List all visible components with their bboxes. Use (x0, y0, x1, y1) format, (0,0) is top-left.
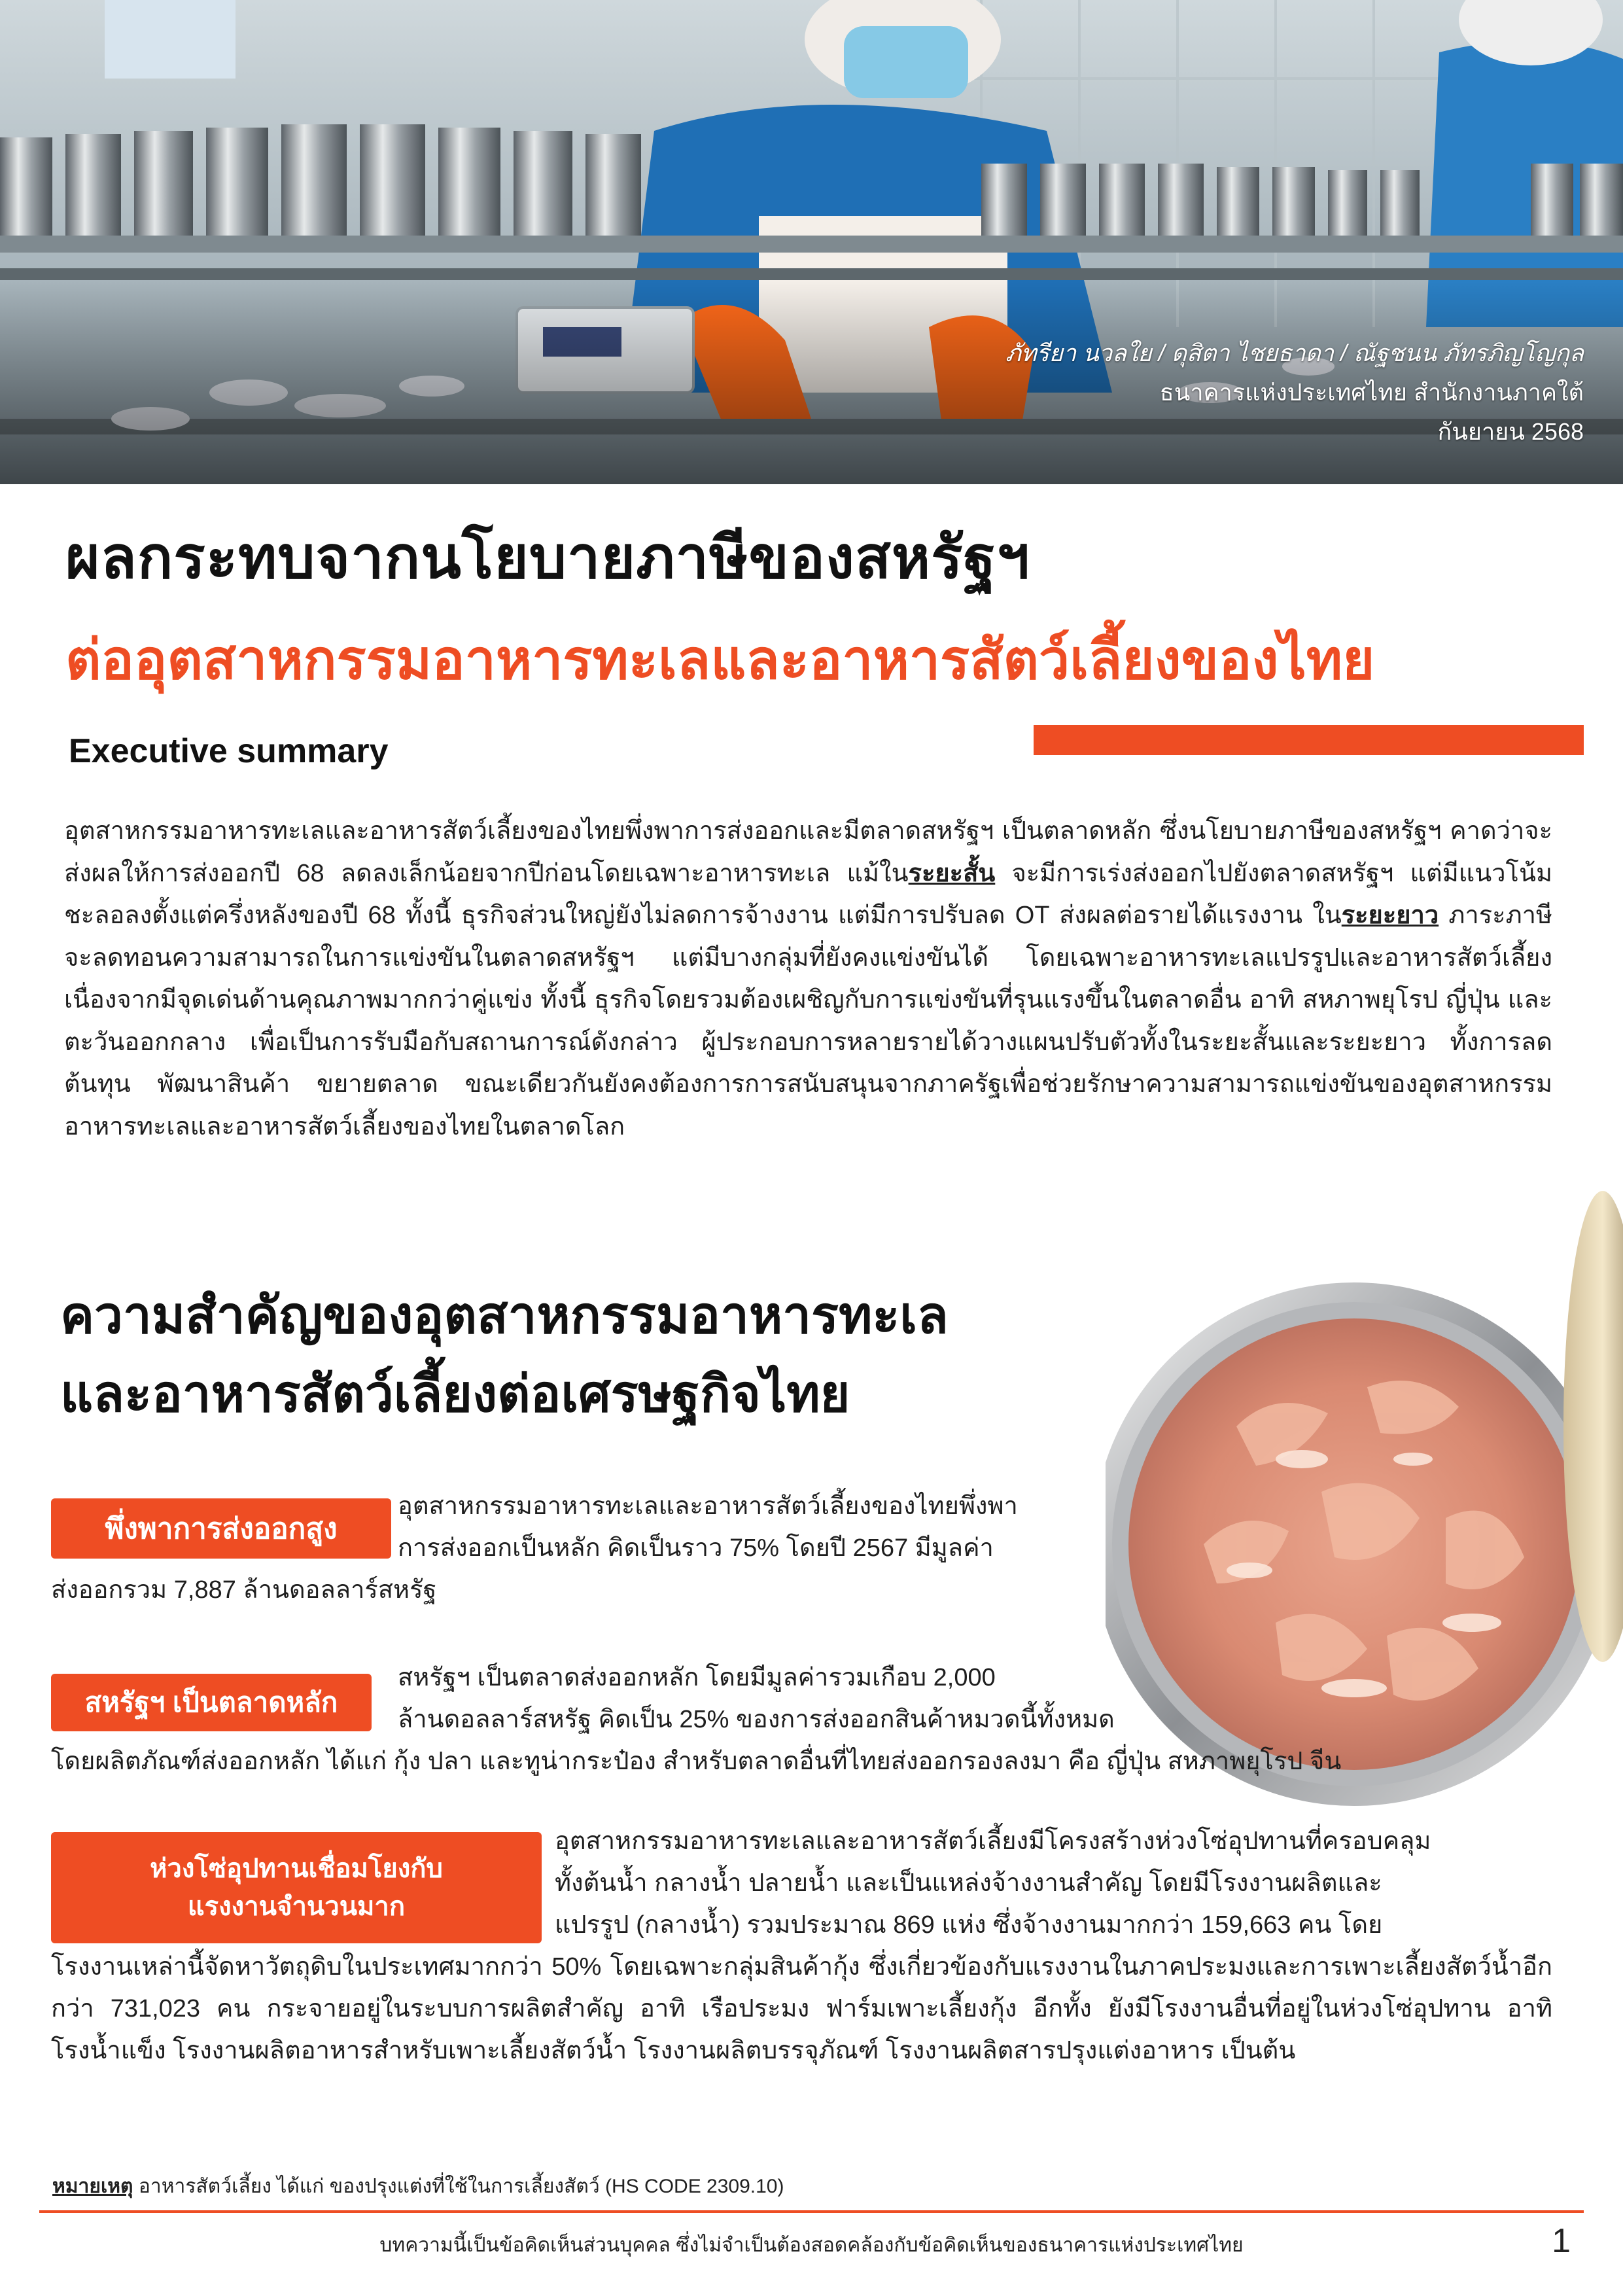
footer-divider (39, 2210, 1584, 2213)
exec-text-2: จะมีการเร่งส่งออกไปยังตลาดสหรัฐฯ แต่มีแนวโน้มชะลอลงตั้งแต่ครึ่งหลังของปี 68 ทั้งนี้ ธุรกิจส่วนใหญ่ยังไม่ลดการจ้างงาน แต่มีการปรับลด OT ส่งผลต่อรายได้แรงงาน ใน (64, 859, 1552, 929)
footnote-text: อาหารสัตว์เลี้ยง ได้แก่ ของปรุงแต่งที่ใช้ในการเลี้ยงสัตว์ (HS CODE 2309.10) (133, 2176, 784, 2197)
item-us-main-market (51, 1657, 1549, 1782)
item-2-line-1: สหรัฐฯ เป็นตลาดส่งออกหลัก โดยมีมูลค่ารวมเกือบ 2,000 (398, 1664, 996, 1691)
main-subtitle: ต่ออุตสาหกรรมอาหารทะเลและอาหารสัตว์เลี้ยงของไทย (65, 629, 1375, 690)
page-number: 1 (1552, 2222, 1571, 2260)
byline (1005, 334, 1584, 451)
short-term-emphasis: ระยะสั้น (908, 859, 996, 887)
exec-text-3: ภาระภาษีจะลดทอนความสามารถในการแข่งขันในตลาดสหรัฐฯ แต่มีบางกลุ่มที่ยังคงแข่งขันได้ โดยเฉพาะอาหารทะเลแปรรูปและอาหารสัตว์เลี้ยง เนื่องจากมีจุดเด่นด้านคุณภาพมากกว่าคู่แข่ง ทั้งนี้ ธุรกิจโดยรวมต้องเผชิญกับการแข่งขันที่รุนแรงขึ้นในตลาดอื่น อาทิ สหภาพยุโรป ญี่ปุ่น และตะวันออกกลาง เพื่อเป็นการรับมือกับสถานการณ์ดังกล่าว ผู้ประกอบการหลายรายได้วางแผนปรับตัวทั้งในระยะสั้นและระยะยาว ทั้งการลดต้นทุน พัฒนาสินค้า ขยายตลาด ขณะเดียวกันยังคงต้องการการสนับสนุนจากภาครัฐเพื่อช่วยรักษาความสามารถแข่งขันของอุตสาหกรรมอาหารทะเลและอาหารสัตว์เลี้ยงของไทยในตลาดโลก (64, 902, 1553, 1140)
section-title-line-1: ความสำคัญของอุตสาหกรรมอาหารทะเล (60, 1286, 949, 1344)
footnote (52, 2171, 784, 2202)
publish-date: กันยายน 2568 (1437, 418, 1584, 445)
section-title (60, 1276, 949, 1433)
item-1-line-1: อุตสาหกรรมอาหารทะเลและอาหารสัตว์เลี้ยงของไทยพึ่งพา (398, 1492, 1018, 1520)
footnote-label: หมายเหตุ (52, 2176, 133, 2197)
section-title-line-2: และอาหารสัตว์เลี้ยงต่อเศรษฐกิจไทย (60, 1365, 850, 1422)
item-1-line-2: การส่งออกเป็นหลัก คิดเป็นราว 75% โดยปี 2567 มีมูลค่า (398, 1534, 994, 1562)
badge-supply-chain-line-1: ห่วงโซ่อุปทานเชื่อมโยงกับ (150, 1854, 443, 1883)
main-title: ผลกระทบจากนโยบายภาษีของสหรัฐฯ (65, 525, 1030, 591)
accent-bar (1034, 725, 1584, 755)
item-1-line-3: ส่งออกรวม 7,887 ล้านดอลลาร์สหรัฐ (51, 1576, 437, 1604)
exec-text-1: อุตสาหกรรมอาหารทะเลและอาหารสัตว์เลี้ยงของไทยพึ่งพาการส่งออกและมีตลาดสหรัฐฯ เป็นตลาดหลัก ซึ่งนโยบายภาษีของสหรัฐฯ คาดว่าจะส่งผลให้การส่งออกปี 68 ลดลงเล็กน้อยจากปีก่อนโดยเฉพาะอาหารทะเล แม้ใน (64, 817, 1552, 887)
item-2-line-2: ล้านดอลลาร์สหรัฐ คิดเป็น 25% ของการส่งออกสินค้าหมวดนี้ทั้งหมด (398, 1706, 1115, 1733)
item-3-rest: โรงงานเหล่านี้จัดหาวัตถุดิบในประเทศมากกว่า 50% โดยเฉพาะกลุ่มสินค้ากุ้ง ซึ่งเกี่ยวข้องกับแรงงานในภาคประมงและการเพาะเลี้ยงสัตว์น้ำอีกกว่า 731,023 คน กระจายอยู่ในระบบการผลิตสำคัญ อาทิ เรือประมง ฟาร์มเพาะเลี้ยงกุ้ง อีกทั้ง ยังมีโรงงานอื่นที่อยู่ในห่วงโซ่อุปทาน อาทิ โรงน้ำแข็ง โรงงานผลิตอาหารสำหรับเพาะเลี้ยงสัตว์น้ำ โรงงานผลิตบรรจุภัณฑ์ โรงงานผลิตสารปรุงแต่งอาหาร เป็นต้น (51, 1953, 1552, 2064)
item-3-line-3: แปรรูป (กลางน้ำ) รวมประมาณ 869 แห่ง ซึ่งจ้างงานมากกว่า 159,663 คน โดย (555, 1911, 1383, 1939)
authors: ภัทรียา นวลใย / ดุสิตา ไชยธาดา / ณัฐชนน ภัทรภิญโญกุล (1005, 340, 1584, 366)
item-3-line-2: ทั้งต้นน้ำ กลางน้ำ ปลายน้ำ และเป็นแหล่งจ้างงานสำคัญ โดยมีโรงงานผลิตและ (555, 1869, 1382, 1897)
footer-disclaimer: บทความนี้เป็นข้อคิดเห็นส่วนบุคคล ซึ่งไม่จำเป็นต้องสอดคล้องกับข้อคิดเห็นของธนาคารแห่งประเทศไทย (379, 2234, 1244, 2256)
item-2-line-3: โดยผลิตภัณฑ์ส่งออกหลัก ได้แก่ กุ้ง ปลา และทูน่ากระป๋อง สำหรับตลาดอื่นที่ไทยส่งออกรองลงมา คือ ญี่ปุ่น สหภาพยุโรป จีน (51, 1748, 1342, 1775)
executive-summary-heading: Executive summary (69, 732, 389, 770)
badge-export-dependency: พึ่งพาการส่งออกสูง (51, 1498, 391, 1559)
badge-supply-chain-line-2: แรงงานจำนวนมาก (187, 1892, 406, 1921)
item-supply-chain (51, 1820, 1552, 2072)
item-export-dependency (51, 1485, 1111, 1611)
item-3-line-1: อุตสาหกรรมอาหารทะเลและอาหารสัตว์เลี้ยงมีโครงสร้างห่วงโซ่อุปทานที่ครอบคลุม (555, 1828, 1431, 1855)
executive-summary-body (64, 810, 1552, 1148)
organization: ธนาคารแห่งประเทศไทย สำนักงานภาคใต้ (1159, 379, 1584, 406)
badge-us-main-market: สหรัฐฯ เป็นตลาดหลัก (51, 1674, 372, 1731)
long-term-emphasis: ระยะยาว (1341, 902, 1439, 929)
